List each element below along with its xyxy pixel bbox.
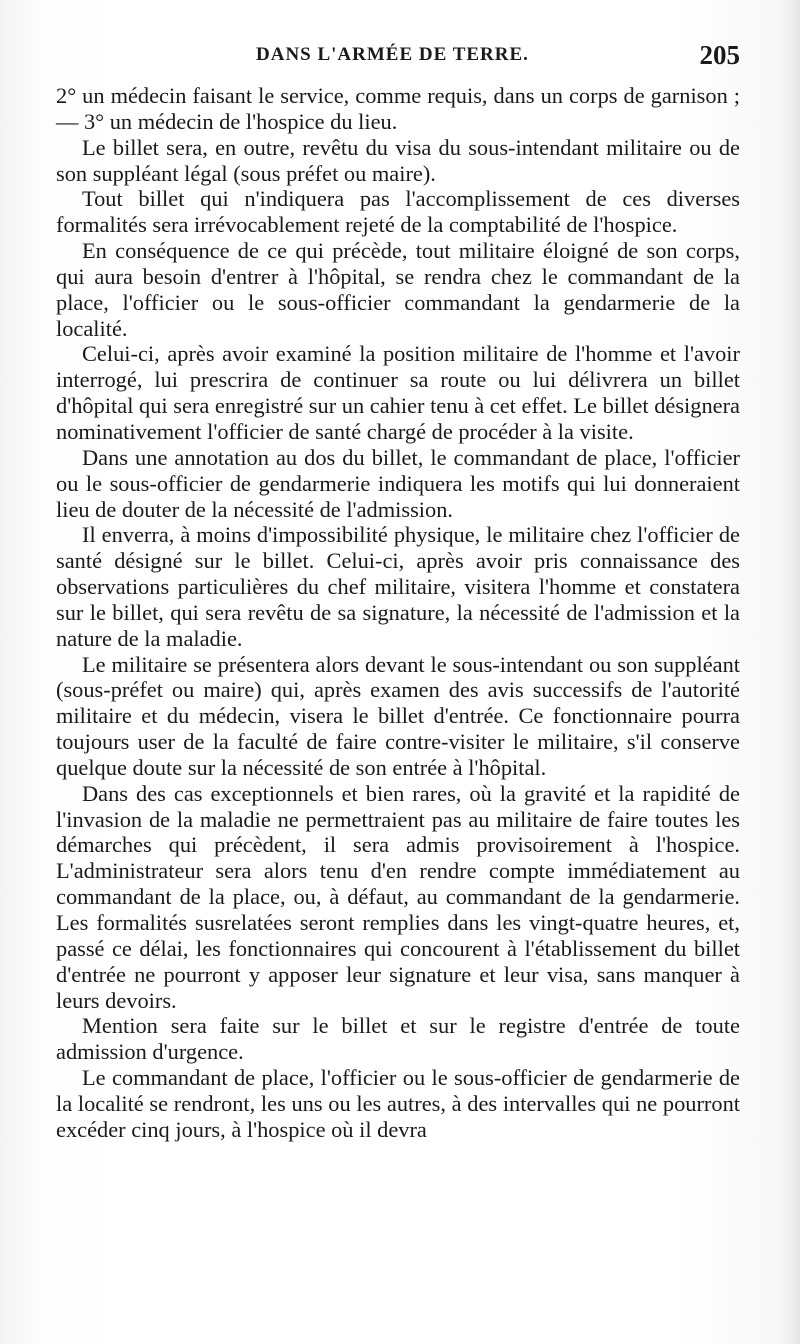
paragraph-5: Celui-ci, après avoir examiné la position militaire de l'homme et l'avoir interrogé, lui prescrira de continuer sa route ou lui délivrera un billet d'hôpital qui sera enregistré sur un cahier tenu à cet effet. Le billet désignera nominativement l'officier de santé chargé de procéder à la visite. bbox=[56, 341, 740, 444]
page-header bbox=[56, 40, 740, 80]
paragraph-7: Il enverra, à moins d'impossibilité physique, le militaire chez l'officier de santé désigné sur le billet. Celui-ci, après avoir pris connaissance des observations particulières du chef militaire, visitera l'homme et constatera sur le billet, qui sera revêtu de sa signature, la nécessité de l'admission et la nature de la maladie. bbox=[56, 522, 740, 651]
paragraph-11: Le commandant de place, l'officier ou le sous-officier de gendarmerie de la localité se rendront, les uns ou les autres, à des intervalles qui ne pourront excéder cinq jours, à l'hospice où il devra bbox=[56, 1065, 740, 1142]
paragraph-8: Le militaire se présentera alors devant le sous-intendant ou son suppléant (sous-préfet ou maire) qui, après examen des avis successifs de l'autorité militaire et du médecin, visera le billet d'entrée. Ce fonctionnaire pourra toujours user de la faculté de faire contre-visiter le militaire, s'il conserve quelque doute sur la nécessité de son entrée à l'hôpital. bbox=[56, 651, 740, 780]
paragraph-2: Le billet sera, en outre, revêtu du visa du sous-intendant militaire ou de son suppléant légal (sous préfet ou maire). bbox=[56, 134, 740, 186]
page-number: 205 bbox=[699, 40, 740, 70]
running-title: DANS L'ARMÉE DE TERRE. bbox=[256, 44, 529, 65]
paragraph-6: Dans une annotation au dos du billet, le commandant de place, l'officier ou le sous-officier de gendarmerie indiquera les motifs qui lui donneraient lieu de douter de la nécessité de l'admission. bbox=[56, 444, 740, 522]
paragraph-4: En conséquence de ce qui précède, tout militaire éloigné de son corps, qui aura besoin d'entrer à l'hôpital, se rendra chez le commandant de la place, l'officier ou le sous-officier commandant la gendarmerie de la localité. bbox=[56, 238, 740, 341]
paragraph-1: 2° un médecin faisant le service, comme requis, dans un corps de garnison ; — 3° un médecin de l'hospice du lieu. bbox=[56, 83, 740, 134]
body-text bbox=[56, 83, 740, 1143]
paragraph-3: Tout billet qui n'indiquera pas l'accomplissement de ces diverses formalités sera irrévocablement rejeté de la comptabilité de l'hospice. bbox=[56, 186, 740, 238]
paragraph-9: Dans des cas exceptionnels et bien rares, où la gravité et la rapidité de l'invasion de la maladie ne permettraient pas au militaire de faire toutes les démarches qui précèdent, il sera admis provisoirement à l'hospice. L'administrateur sera alors tenu d'en rendre compte immédiatement au commandant de la place, ou, à défaut, au commandant de la gendarmerie. Les formalités susrelatées seront remplies dans les vingt-quatre heures, et, passé ce délai, les fonctionnaires qui concourent à l'établissement du billet d'entrée ne pourront y apposer leur signature et leur visa, sans manquer à leurs devoirs. bbox=[56, 780, 740, 1013]
paragraph-10: Mention sera faite sur le billet et sur le registre d'entrée de toute admission d'urgence. bbox=[56, 1013, 740, 1065]
